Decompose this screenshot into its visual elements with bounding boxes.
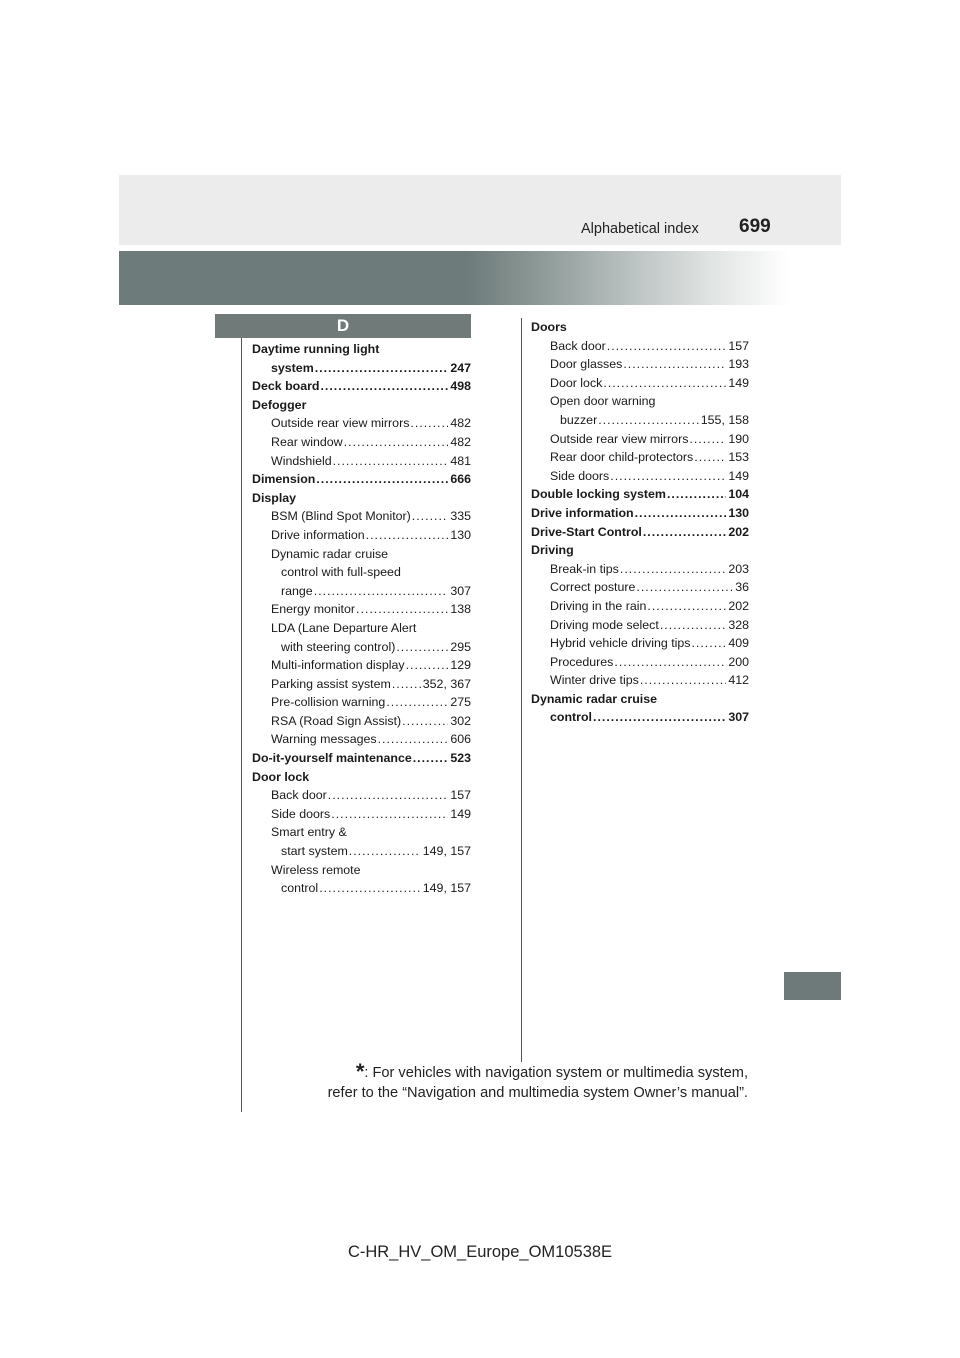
index-entry bbox=[252, 414, 471, 433]
index-entry bbox=[252, 749, 471, 768]
index-entry bbox=[252, 786, 471, 805]
index-entry bbox=[252, 433, 471, 452]
dot-leader bbox=[319, 879, 421, 898]
dot-leader bbox=[410, 414, 448, 433]
dot-leader bbox=[412, 507, 449, 526]
dot-leader bbox=[331, 805, 448, 824]
left-column-divider bbox=[241, 338, 242, 1112]
index-entry-page-ref[interactable]: 498 bbox=[450, 379, 471, 394]
index-entry-page-ref[interactable]: 157 bbox=[450, 788, 471, 803]
page-number: 699 bbox=[739, 216, 771, 237]
index-entry bbox=[531, 578, 749, 597]
index-entry bbox=[531, 634, 749, 653]
dot-leader bbox=[396, 638, 448, 657]
dot-leader bbox=[694, 448, 726, 467]
index-entry-label: Correct posture bbox=[550, 580, 636, 595]
dot-leader bbox=[635, 504, 727, 523]
index-entry-label: BSM (Blind Spot Monitor) bbox=[271, 509, 411, 524]
index-entry-page-ref[interactable]: 335 bbox=[450, 509, 471, 524]
index-entry-page-ref[interactable]: 130 bbox=[728, 505, 749, 520]
index-entry-page-ref[interactable]: 247 bbox=[450, 360, 471, 375]
document-code: C-HR_HV_OM_Europe_OM10538E bbox=[347, 1243, 613, 1261]
index-left-column bbox=[252, 340, 471, 898]
index-entry-label: Dynamic radar cruise bbox=[531, 691, 658, 706]
dot-leader bbox=[660, 616, 727, 635]
index-entry bbox=[252, 377, 471, 396]
index-entry-label: Dimension bbox=[252, 472, 316, 487]
index-entry-label: system bbox=[271, 360, 314, 375]
index-entry-label: Driving in the rain bbox=[550, 598, 647, 613]
footnote-line-1: : For vehicles with navigation system or multimedia system, bbox=[364, 1065, 748, 1081]
index-entry-page-ref[interactable]: 352, 367 bbox=[422, 676, 471, 691]
index-entry-label: range bbox=[281, 583, 313, 598]
index-entry-label: Rear window bbox=[271, 434, 343, 449]
index-entry-label: Open door warning bbox=[550, 394, 656, 409]
dot-leader bbox=[689, 430, 726, 449]
index-entry-label: Drive information bbox=[531, 505, 634, 520]
dot-leader bbox=[349, 842, 421, 861]
index-entry bbox=[252, 507, 471, 526]
index-entry-label: Doors bbox=[531, 320, 567, 334]
index-entry-label: Daytime running light bbox=[252, 342, 380, 356]
index-entry bbox=[252, 842, 471, 861]
header-gradient-bar bbox=[119, 251, 789, 305]
index-entry bbox=[531, 690, 749, 709]
index-entry-label: Pre-collision warning bbox=[271, 695, 386, 710]
index-entry-label: Defogger bbox=[252, 397, 307, 412]
index-entry bbox=[252, 879, 471, 898]
index-entry-label: Driving mode select bbox=[550, 617, 659, 632]
dot-leader bbox=[366, 526, 449, 545]
index-entry-page-ref[interactable]: 36 bbox=[735, 580, 749, 595]
footnote bbox=[278, 1059, 748, 1103]
index-entry-label: Outside rear view mirrors bbox=[271, 416, 410, 431]
dot-leader bbox=[593, 708, 726, 727]
dot-leader bbox=[647, 597, 726, 616]
dot-leader bbox=[344, 433, 449, 452]
dot-leader bbox=[392, 675, 421, 694]
index-entry bbox=[252, 768, 471, 787]
index-entry-label: Deck board bbox=[252, 379, 320, 394]
index-entry-label: control with full-speed bbox=[281, 565, 401, 580]
index-entry-label: start system bbox=[281, 844, 348, 859]
index-entry-label: Drive-Start Control bbox=[531, 524, 642, 539]
index-entry-label: Wireless remote bbox=[271, 862, 361, 877]
index-entry-page-ref[interactable]: 157 bbox=[728, 338, 749, 353]
index-entry bbox=[252, 730, 471, 749]
index-entry bbox=[252, 823, 471, 842]
dot-leader bbox=[386, 693, 448, 712]
dot-leader bbox=[406, 656, 449, 675]
index-entry bbox=[531, 374, 749, 393]
dot-leader bbox=[316, 470, 448, 489]
dot-leader bbox=[378, 730, 449, 749]
dot-leader bbox=[598, 411, 699, 430]
dot-leader bbox=[610, 467, 726, 486]
index-entry bbox=[531, 653, 749, 672]
dot-leader bbox=[314, 582, 449, 601]
index-entry bbox=[252, 619, 471, 638]
index-entry-page-ref[interactable]: 130 bbox=[450, 527, 471, 542]
footnote-marker: * bbox=[355, 1059, 365, 1084]
index-entry bbox=[531, 708, 749, 727]
index-entry bbox=[531, 671, 749, 690]
dot-leader bbox=[691, 634, 726, 653]
index-entry bbox=[531, 337, 749, 356]
index-entry-page-ref[interactable]: 138 bbox=[450, 602, 471, 617]
dot-leader bbox=[402, 712, 448, 731]
index-entry-label: Energy monitor bbox=[271, 602, 356, 617]
index-entry-label: Warning messages bbox=[271, 732, 377, 747]
index-entry bbox=[252, 675, 471, 694]
dot-leader bbox=[623, 355, 726, 374]
index-entry-label: Door lock bbox=[550, 375, 603, 390]
index-entry-page-ref[interactable]: 149, 157 bbox=[422, 881, 471, 896]
index-entry-label: Smart entry & bbox=[271, 825, 347, 840]
index-entry bbox=[252, 452, 471, 471]
index-entry bbox=[252, 470, 471, 489]
index-entry-page-ref[interactable]: 307 bbox=[450, 583, 471, 598]
index-entry bbox=[531, 467, 749, 486]
index-entry-page-ref[interactable]: 307 bbox=[728, 710, 749, 725]
section-letter-badge: D bbox=[215, 314, 471, 338]
index-entry-label: Multi-information display bbox=[271, 658, 405, 673]
index-entry bbox=[531, 523, 749, 542]
index-entry-label: Back door bbox=[550, 338, 606, 353]
index-entry-label: Side doors bbox=[271, 806, 331, 821]
index-entry-label: Display bbox=[252, 490, 297, 505]
index-entry bbox=[252, 861, 471, 880]
index-entry-page-ref[interactable]: 666 bbox=[450, 472, 471, 487]
index-entry-label: Rear door child-protectors bbox=[550, 450, 694, 465]
index-entry-page-ref[interactable]: 190 bbox=[728, 431, 749, 446]
dot-leader bbox=[328, 786, 449, 805]
index-entry-page-ref[interactable]: 523 bbox=[450, 751, 471, 766]
index-entry-page-ref[interactable]: 481 bbox=[450, 453, 471, 468]
index-entry-page-ref[interactable]: 149, 157 bbox=[422, 844, 471, 859]
index-entry-label: buzzer bbox=[560, 412, 598, 427]
index-entry-label: Door lock bbox=[252, 769, 310, 784]
index-entry-label: Double locking system bbox=[531, 487, 666, 502]
index-entry-label: Door glasses bbox=[550, 357, 623, 372]
dot-leader bbox=[614, 653, 726, 672]
index-entry-page-ref[interactable]: 153 bbox=[728, 450, 749, 465]
index-entry-page-ref[interactable]: 202 bbox=[728, 524, 749, 539]
index-entry-page-ref[interactable]: 193 bbox=[728, 357, 749, 372]
center-column-divider bbox=[521, 318, 522, 1062]
index-entry-label: Outside rear view mirrors bbox=[550, 431, 689, 446]
dot-leader bbox=[620, 560, 726, 579]
index-entry-page-ref[interactable]: 328 bbox=[728, 617, 749, 632]
index-entry bbox=[531, 541, 749, 560]
index-entry-label: with steering control) bbox=[281, 639, 396, 654]
dot-leader bbox=[643, 523, 726, 542]
index-entry bbox=[252, 340, 471, 359]
index-entry bbox=[252, 526, 471, 545]
index-entry bbox=[252, 582, 471, 601]
dot-leader bbox=[413, 749, 449, 768]
index-entry-page-ref[interactable]: 149 bbox=[728, 375, 749, 390]
index-entry-page-ref[interactable]: 482 bbox=[450, 416, 471, 431]
index-entry-label: LDA (Lane Departure Alert bbox=[271, 620, 417, 635]
index-entry-page-ref[interactable]: 295 bbox=[450, 639, 471, 654]
index-entry-page-ref[interactable]: 302 bbox=[450, 713, 471, 728]
page-title: Alphabetical index bbox=[581, 221, 699, 237]
index-entry bbox=[252, 600, 471, 619]
index-entry bbox=[252, 489, 471, 508]
index-entry-page-ref[interactable]: 149 bbox=[728, 468, 749, 483]
index-entry bbox=[252, 545, 471, 564]
index-entry bbox=[531, 392, 749, 411]
index-entry-page-ref[interactable]: 202 bbox=[728, 598, 749, 613]
index-entry-label: Windshield bbox=[271, 453, 332, 468]
index-entry bbox=[531, 448, 749, 467]
index-entry bbox=[531, 355, 749, 374]
index-entry-page-ref[interactable]: 409 bbox=[728, 636, 749, 651]
index-entry bbox=[252, 712, 471, 731]
index-entry bbox=[531, 560, 749, 579]
index-right-column bbox=[531, 318, 749, 727]
dot-leader bbox=[333, 452, 449, 471]
index-entry-label: control bbox=[281, 881, 319, 896]
index-entry-label: Hybrid vehicle driving tips bbox=[550, 636, 691, 651]
dot-leader bbox=[636, 578, 733, 597]
index-entry-page-ref[interactable]: 129 bbox=[450, 658, 471, 673]
dot-leader bbox=[607, 337, 727, 356]
dot-leader bbox=[603, 374, 726, 393]
index-entry bbox=[252, 656, 471, 675]
index-entry-label: Side doors bbox=[550, 468, 610, 483]
index-entry-label: control bbox=[550, 710, 592, 725]
index-entry bbox=[531, 430, 749, 449]
chapter-side-tab bbox=[784, 972, 841, 1000]
dot-leader bbox=[320, 377, 448, 396]
dot-leader bbox=[356, 600, 448, 619]
index-entry-label: RSA (Road Sign Assist) bbox=[271, 713, 402, 728]
index-entry bbox=[252, 563, 471, 582]
index-entry bbox=[252, 396, 471, 415]
index-entry bbox=[531, 597, 749, 616]
index-entry bbox=[531, 318, 749, 337]
index-entry-label: Procedures bbox=[550, 654, 614, 669]
index-entry-label: Drive information bbox=[271, 527, 365, 542]
index-entry bbox=[531, 616, 749, 635]
index-entry bbox=[531, 485, 749, 504]
index-entry-label: Dynamic radar cruise bbox=[271, 546, 389, 561]
index-entry-label: Break-in tips bbox=[550, 561, 619, 576]
index-entry bbox=[531, 411, 749, 430]
index-entry-page-ref[interactable]: 104 bbox=[728, 487, 749, 502]
index-entry-page-ref[interactable]: 203 bbox=[728, 561, 749, 576]
dot-leader bbox=[315, 359, 449, 378]
index-entry bbox=[252, 638, 471, 657]
index-entry-page-ref[interactable]: 606 bbox=[450, 732, 471, 747]
index-entry-page-ref[interactable]: 155, 158 bbox=[700, 412, 749, 427]
index-entry-page-ref[interactable]: 482 bbox=[450, 434, 471, 449]
index-entry-page-ref[interactable]: 275 bbox=[450, 695, 471, 710]
index-entry bbox=[252, 805, 471, 824]
index-entry-label: Parking assist system bbox=[271, 676, 391, 691]
index-entry-page-ref[interactable]: 412 bbox=[728, 673, 749, 688]
footnote-line-2: refer to the “Navigation and multimedia system Owner’s manual”. bbox=[327, 1085, 748, 1101]
index-entry bbox=[252, 693, 471, 712]
index-entry-label: Do-it-yourself maintenance bbox=[252, 751, 412, 766]
index-entry-page-ref[interactable]: 149 bbox=[450, 806, 471, 821]
header-band bbox=[119, 175, 841, 245]
index-entry-label: Driving bbox=[531, 543, 574, 558]
index-entry bbox=[252, 359, 471, 378]
index-entry bbox=[531, 504, 749, 523]
dot-leader bbox=[667, 485, 726, 504]
dot-leader bbox=[640, 671, 726, 690]
index-entry-label: Winter drive tips bbox=[550, 673, 639, 688]
index-entry-page-ref[interactable]: 200 bbox=[728, 654, 749, 669]
index-entry-label: Back door bbox=[271, 788, 327, 803]
